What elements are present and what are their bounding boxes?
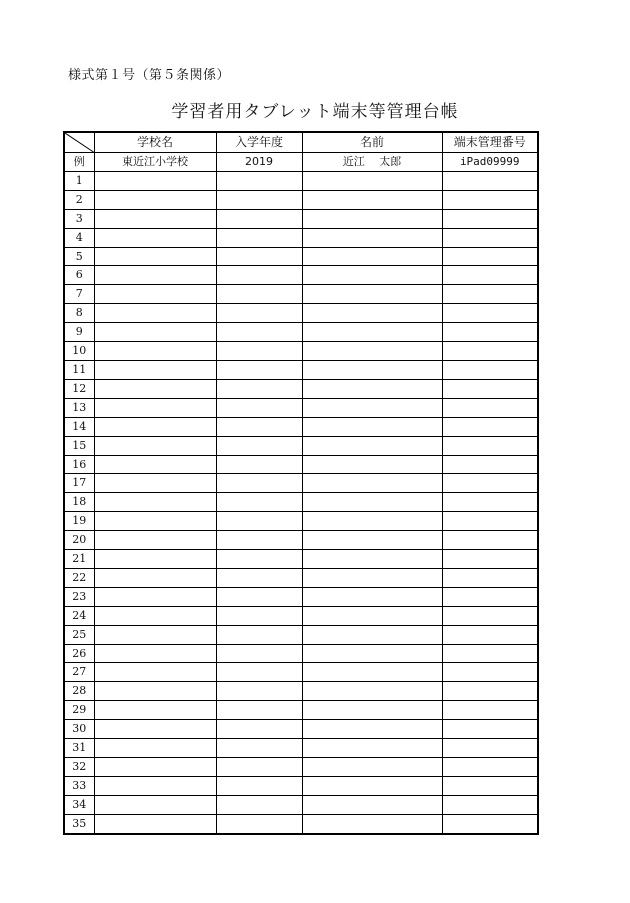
table-row — [64, 360, 538, 379]
name-cell — [302, 531, 442, 550]
table-row — [64, 323, 538, 342]
name-cell — [302, 493, 442, 512]
device-id-cell — [442, 209, 538, 228]
table-row — [64, 644, 538, 663]
table-row — [64, 758, 538, 777]
row-number: 3 — [64, 209, 94, 228]
year-cell — [216, 247, 302, 266]
row-number: 14 — [64, 417, 94, 436]
device-id-cell — [442, 379, 538, 398]
name-cell — [302, 360, 442, 379]
device-id-cell — [442, 644, 538, 663]
year-cell — [216, 360, 302, 379]
name-cell — [302, 304, 442, 323]
device-id-cell — [442, 758, 538, 777]
device-id-cell — [442, 342, 538, 361]
example-name: 近江 太郎 — [302, 153, 442, 172]
year-cell — [216, 190, 302, 209]
device-id-cell — [442, 682, 538, 701]
name-cell — [302, 417, 442, 436]
name-cell — [302, 625, 442, 644]
table-row — [64, 474, 538, 493]
school-cell — [94, 342, 216, 361]
device-id-cell — [442, 190, 538, 209]
name-cell — [302, 247, 442, 266]
year-cell — [216, 795, 302, 814]
device-id-cell — [442, 606, 538, 625]
row-number: 8 — [64, 304, 94, 323]
year-cell — [216, 739, 302, 758]
row-number: 25 — [64, 625, 94, 644]
school-cell — [94, 209, 216, 228]
device-id-cell — [442, 228, 538, 247]
school-cell — [94, 795, 216, 814]
name-cell — [302, 379, 442, 398]
row-number: 17 — [64, 474, 94, 493]
year-cell — [216, 550, 302, 569]
year-cell — [216, 625, 302, 644]
year-cell — [216, 682, 302, 701]
header-row — [64, 132, 538, 153]
year-cell — [216, 663, 302, 682]
school-cell — [94, 190, 216, 209]
row-number: 15 — [64, 436, 94, 455]
device-id-cell — [442, 625, 538, 644]
year-cell — [216, 814, 302, 833]
table-row — [64, 436, 538, 455]
year-cell — [216, 493, 302, 512]
row-number: 34 — [64, 795, 94, 814]
row-number: 21 — [64, 550, 94, 569]
school-cell — [94, 512, 216, 531]
name-cell — [302, 209, 442, 228]
school-cell — [94, 266, 216, 285]
school-cell — [94, 417, 216, 436]
year-cell — [216, 568, 302, 587]
year-cell — [216, 171, 302, 190]
table-row — [64, 814, 538, 833]
form-number: 様式第１号（第５条関係） — [68, 68, 231, 83]
column-header-device-id: 端末管理番号 — [442, 132, 538, 153]
table-row — [64, 720, 538, 739]
row-number: 12 — [64, 379, 94, 398]
year-cell — [216, 587, 302, 606]
school-cell — [94, 814, 216, 833]
year-cell — [216, 285, 302, 304]
school-cell — [94, 436, 216, 455]
school-cell — [94, 531, 216, 550]
row-number: 29 — [64, 701, 94, 720]
year-cell — [216, 228, 302, 247]
row-number: 33 — [64, 776, 94, 795]
table-row — [64, 398, 538, 417]
school-cell — [94, 455, 216, 474]
year-cell — [216, 398, 302, 417]
device-id-cell — [442, 398, 538, 417]
example-row — [64, 153, 538, 172]
school-cell — [94, 398, 216, 417]
name-cell — [302, 171, 442, 190]
row-number: 32 — [64, 758, 94, 777]
row-number: 2 — [64, 190, 94, 209]
row-number: 13 — [64, 398, 94, 417]
device-id-cell — [442, 285, 538, 304]
row-number: 11 — [64, 360, 94, 379]
table-row — [64, 587, 538, 606]
name-cell — [302, 398, 442, 417]
table-row — [64, 417, 538, 436]
row-number: 27 — [64, 663, 94, 682]
row-number: 31 — [64, 739, 94, 758]
example-device-id: iPad09999 — [442, 153, 538, 172]
device-id-cell — [442, 436, 538, 455]
table-row — [64, 304, 538, 323]
school-cell — [94, 379, 216, 398]
row-number: 6 — [64, 266, 94, 285]
device-id-cell — [442, 776, 538, 795]
school-cell — [94, 739, 216, 758]
table-row — [64, 531, 538, 550]
name-cell — [302, 776, 442, 795]
table-row — [64, 379, 538, 398]
name-cell — [302, 190, 442, 209]
name-cell — [302, 474, 442, 493]
school-cell — [94, 550, 216, 569]
row-number: 1 — [64, 171, 94, 190]
year-cell — [216, 512, 302, 531]
table-row — [64, 682, 538, 701]
row-number: 18 — [64, 493, 94, 512]
table-row — [64, 228, 538, 247]
row-number: 24 — [64, 606, 94, 625]
device-id-cell — [442, 247, 538, 266]
school-cell — [94, 171, 216, 190]
table-row — [64, 493, 538, 512]
name-cell — [302, 550, 442, 569]
device-id-cell — [442, 266, 538, 285]
school-cell — [94, 228, 216, 247]
table-row — [64, 625, 538, 644]
row-number: 9 — [64, 323, 94, 342]
device-id-cell — [442, 701, 538, 720]
year-cell — [216, 209, 302, 228]
device-id-cell — [442, 455, 538, 474]
name-cell — [302, 739, 442, 758]
table-row — [64, 455, 538, 474]
year-cell — [216, 531, 302, 550]
year-cell — [216, 644, 302, 663]
table-row — [64, 776, 538, 795]
school-cell — [94, 323, 216, 342]
name-cell — [302, 720, 442, 739]
school-cell — [94, 644, 216, 663]
name-cell — [302, 795, 442, 814]
year-cell — [216, 436, 302, 455]
year-cell — [216, 720, 302, 739]
school-cell — [94, 304, 216, 323]
column-header-year: 入学年度 — [216, 132, 302, 153]
table-row — [64, 266, 538, 285]
device-id-cell — [442, 587, 538, 606]
school-cell — [94, 587, 216, 606]
row-number: 7 — [64, 285, 94, 304]
name-cell — [302, 342, 442, 361]
diagonal-corner-cell — [64, 132, 94, 153]
row-number: 4 — [64, 228, 94, 247]
name-cell — [302, 606, 442, 625]
table-row — [64, 739, 538, 758]
device-id-cell — [442, 720, 538, 739]
device-id-cell — [442, 663, 538, 682]
year-cell — [216, 758, 302, 777]
row-number: 5 — [64, 247, 94, 266]
name-cell — [302, 701, 442, 720]
year-cell — [216, 323, 302, 342]
table-row — [64, 342, 538, 361]
column-header-name: 名前 — [302, 132, 442, 153]
device-id-cell — [442, 323, 538, 342]
school-cell — [94, 360, 216, 379]
row-number: 35 — [64, 814, 94, 833]
name-cell — [302, 228, 442, 247]
school-cell — [94, 247, 216, 266]
ledger-table — [63, 131, 539, 835]
name-cell — [302, 455, 442, 474]
year-cell — [216, 701, 302, 720]
year-cell — [216, 455, 302, 474]
table-row — [64, 701, 538, 720]
year-cell — [216, 474, 302, 493]
device-id-cell — [442, 531, 538, 550]
name-cell — [302, 814, 442, 833]
row-number: 16 — [64, 455, 94, 474]
device-id-cell — [442, 550, 538, 569]
table-row — [64, 247, 538, 266]
table-row — [64, 568, 538, 587]
device-id-cell — [442, 739, 538, 758]
table-row — [64, 209, 538, 228]
school-cell — [94, 701, 216, 720]
example-year: 2019 — [216, 153, 302, 172]
row-number: 30 — [64, 720, 94, 739]
year-cell — [216, 379, 302, 398]
device-id-cell — [442, 493, 538, 512]
device-id-cell — [442, 171, 538, 190]
school-cell — [94, 474, 216, 493]
year-cell — [216, 417, 302, 436]
school-cell — [94, 625, 216, 644]
school-cell — [94, 776, 216, 795]
column-header-school: 学校名 — [94, 132, 216, 153]
row-number: 20 — [64, 531, 94, 550]
school-cell — [94, 285, 216, 304]
table-row — [64, 550, 538, 569]
name-cell — [302, 587, 442, 606]
row-number: 28 — [64, 682, 94, 701]
table-row — [64, 606, 538, 625]
school-cell — [94, 606, 216, 625]
device-id-cell — [442, 512, 538, 531]
name-cell — [302, 568, 442, 587]
device-id-cell — [442, 795, 538, 814]
example-label: 例 — [64, 153, 94, 172]
device-id-cell — [442, 417, 538, 436]
name-cell — [302, 663, 442, 682]
school-cell — [94, 682, 216, 701]
document-title: 学習者用タブレット端末等管理台帳 — [171, 102, 459, 122]
name-cell — [302, 758, 442, 777]
device-id-cell — [442, 304, 538, 323]
name-cell — [302, 285, 442, 304]
year-cell — [216, 606, 302, 625]
row-number: 19 — [64, 512, 94, 531]
row-number: 26 — [64, 644, 94, 663]
name-cell — [302, 266, 442, 285]
device-id-cell — [442, 360, 538, 379]
device-id-cell — [442, 474, 538, 493]
table-row — [64, 663, 538, 682]
year-cell — [216, 304, 302, 323]
year-cell — [216, 342, 302, 361]
table-row — [64, 190, 538, 209]
name-cell — [302, 644, 442, 663]
device-id-cell — [442, 568, 538, 587]
table-row — [64, 795, 538, 814]
diagonal-line — [65, 133, 94, 152]
name-cell — [302, 512, 442, 531]
row-number: 23 — [64, 587, 94, 606]
table-row — [64, 171, 538, 190]
year-cell — [216, 776, 302, 795]
name-cell — [302, 436, 442, 455]
row-number: 10 — [64, 342, 94, 361]
name-cell — [302, 682, 442, 701]
year-cell — [216, 266, 302, 285]
school-cell — [94, 493, 216, 512]
table-row — [64, 512, 538, 531]
school-cell — [94, 758, 216, 777]
school-cell — [94, 720, 216, 739]
device-id-cell — [442, 814, 538, 833]
school-cell — [94, 663, 216, 682]
name-cell — [302, 323, 442, 342]
row-number: 22 — [64, 568, 94, 587]
example-school: 東近江小学校 — [94, 153, 216, 172]
school-cell — [94, 568, 216, 587]
table-row — [64, 285, 538, 304]
